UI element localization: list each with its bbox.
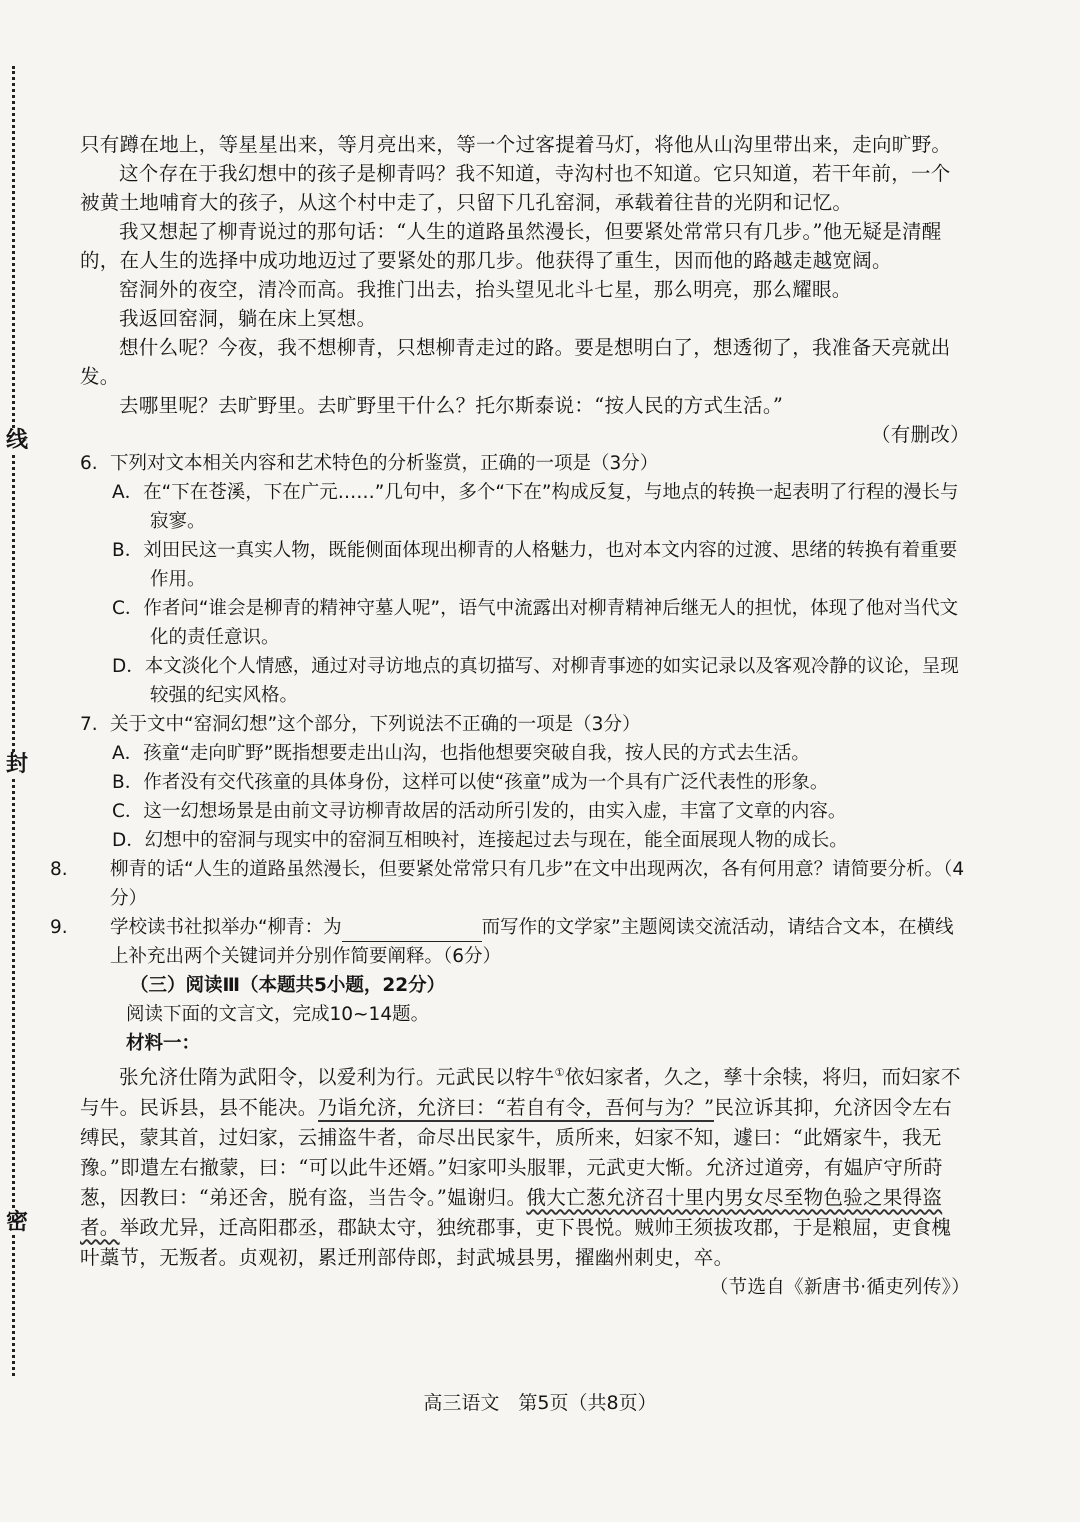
passage-paragraph: 我又想起了柳青说过的那句话：“人生的道路虽然漫长，但要紧处常常只有几步。”他无疑是清醒的，在人生的选择中成功地迈过了要紧处的那几步。他获得了重生，因而他的路越走越宽阔。 — [80, 220, 942, 272]
classical-segment: 民泣诉其抑，允济因令左右缚民，蒙其首，过妇家，云捕盗牛者，命尽出民家牛，质所来，妇家不知，遽曰：“此婿家牛，我无豫。”即遣左右撤蒙，曰：“可以此牛还婿。”妇家叩头服罪，元武吏大惭。允济过道旁，有媪庐守所莳葱，因教曰：“弟还舍，脱有盗，当告令。”媪谢归。 — [80, 1095, 952, 1209]
section-instruction: 阅读下面的文言文，完成10~14题。 — [126, 1004, 430, 1025]
question-stem: 柳青的话“人生的道路虽然漫长，但要紧处常常只有几步”在文中出现两次，各有何用意？请简要分析。（4分） — [110, 859, 965, 909]
section-heading: （三）阅读Ⅲ（本题共5小题，22分） — [130, 975, 446, 996]
q6-option-b: B．刘田民这一真实人物，既能侧面体现出柳青的人格魅力，也对本文内容的过渡、思绪的转换有着重要作用。 — [112, 540, 958, 590]
classical-text — [80, 1058, 970, 1273]
classical-segment: 举政尤异，迁高阳郡丞，郡缺太守，独统郡事，吏下畏悦。贼帅王须拔攻郡，于是粮屈，吏食槐叶藁节，无叛者。贞观初，累迁刑部侍郎，封武城县男，擢幽州刺史，卒。 — [80, 1215, 952, 1269]
binding-mark-line: 线 — [6, 427, 29, 453]
underlined-sentence-1: 乃诣允济，允济曰：“若自有令，吾何与为？” — [318, 1096, 715, 1122]
passage-paragraph: 这个存在于我幻想中的孩子是柳青吗？我不知道，寺沟村也不知道。它只知道，若干年前，一个被黄土地哺育大的孩子，从这个村中走了，只留下几孔窑洞，承载着往昔的光阴和记忆。 — [80, 162, 951, 214]
page-footer: 高三语文 第5页（共8页） — [423, 1392, 657, 1414]
binding-dotted-line — [12, 66, 15, 1376]
passage-paragraph: 想什么呢？今夜，我不想柳青，只想柳青走过的路。要是想明白了，想透彻了，我准备天亮就出发。 — [80, 336, 951, 388]
binding-mark-seal: 封 — [6, 751, 29, 777]
question-stem-part1: 学校读书社拟举办“柳青：为 — [110, 917, 342, 938]
question-number: 9. — [50, 917, 68, 938]
q6-option-d: D．本文淡化个人情感，通过对寻访地点的真切描写、对柳青事迹的如实记录以及客观冷静的议论，呈现较强的纪实风格。 — [112, 656, 959, 706]
passage-paragraph: 只有蹲在地上，等星星出来，等月亮出来，等一个过客提着马灯，将他从山沟里带出来，走向旷野。 — [80, 133, 952, 156]
question-stem: 关于文中“窑洞幻想”这个部分，下列说法不正确的一项是（3分） — [110, 714, 641, 735]
passage-edit-note: （有删改） — [870, 423, 970, 446]
underlined-sentence-2: 俄大亡葱允济召十里内男女尽至物色验之果得盗者。 — [80, 1185, 943, 1239]
footnote-mark: ① — [554, 1066, 565, 1079]
question-6 — [80, 449, 970, 478]
passage-paragraph: 我返回窑洞，躺在床上冥想。 — [119, 307, 377, 330]
question-stem: 下列对文本相关内容和艺术特色的分析鉴赏，正确的一项是（3分） — [110, 453, 659, 474]
q7-option-d: D．幻想中的窑洞与现实中的窑洞互相映衬，连接起过去与现在，能全面展现人物的成长。 — [112, 830, 848, 851]
question-8 — [50, 855, 970, 913]
classical-segment: 依妇家者，久之，孳十余犊，将归，而妇家不与牛。民诉县，县不能决。 — [80, 1065, 961, 1119]
binding-mark-secret: 密 — [6, 1209, 29, 1235]
source-citation: （节选自《新唐书·循吏列传》） — [709, 1276, 970, 1298]
answer-blank[interactable] — [342, 921, 482, 942]
question-number: 8. — [50, 859, 68, 880]
q7-option-c: C．这一幻想场景是由前文寻访柳青故居的活动所引发的，由实入虚，丰富了文章的内容。 — [112, 801, 847, 822]
q7-option-a: A．孩童“走向旷野”既指想要走出山沟，也指他想要突破自我，按人民的方式去生活。 — [112, 743, 810, 764]
question-stem-part2: 而写作的文学家”主题阅读交流活动，请结合文本，在横线上补充出两个关键词并分别作简要阐释。（6分） — [110, 917, 954, 967]
q6-option-a: A．在“下在苍溪，下在广元……”几句中，多个“下在”构成反复，与地点的转换一起表明了行程的漫长与寂寥。 — [112, 482, 959, 532]
material-label: 材料一： — [126, 1033, 201, 1054]
classical-segment: 张允济仕隋为武阳令，以爱利为行。元武民以牸牛 — [119, 1065, 555, 1089]
passage-paragraph: 去哪里呢？去旷野里。去旷野里干什么？托尔斯泰说：“按人民的方式生活。” — [119, 394, 784, 417]
q7-option-b: B．作者没有交代孩童的具体身份，这样可以使“孩童”成为一个具有广泛代表性的形象。 — [112, 772, 829, 793]
passage-paragraph: 窑洞外的夜空，清冷而高。我推门出去，抬头望见北斗七星，那么明亮，那么耀眼。 — [119, 278, 852, 301]
q6-option-c: C．作者问“谁会是柳青的精神守墓人呢”，语气中流露出对柳青精神后继无人的担忧，体现了他对当代文化的责任意识。 — [112, 598, 959, 648]
page-content — [50, 130, 970, 1302]
question-number: 6. — [80, 453, 98, 474]
question-number: 7. — [80, 714, 98, 735]
question-7 — [80, 710, 970, 739]
question-9 — [50, 913, 970, 971]
